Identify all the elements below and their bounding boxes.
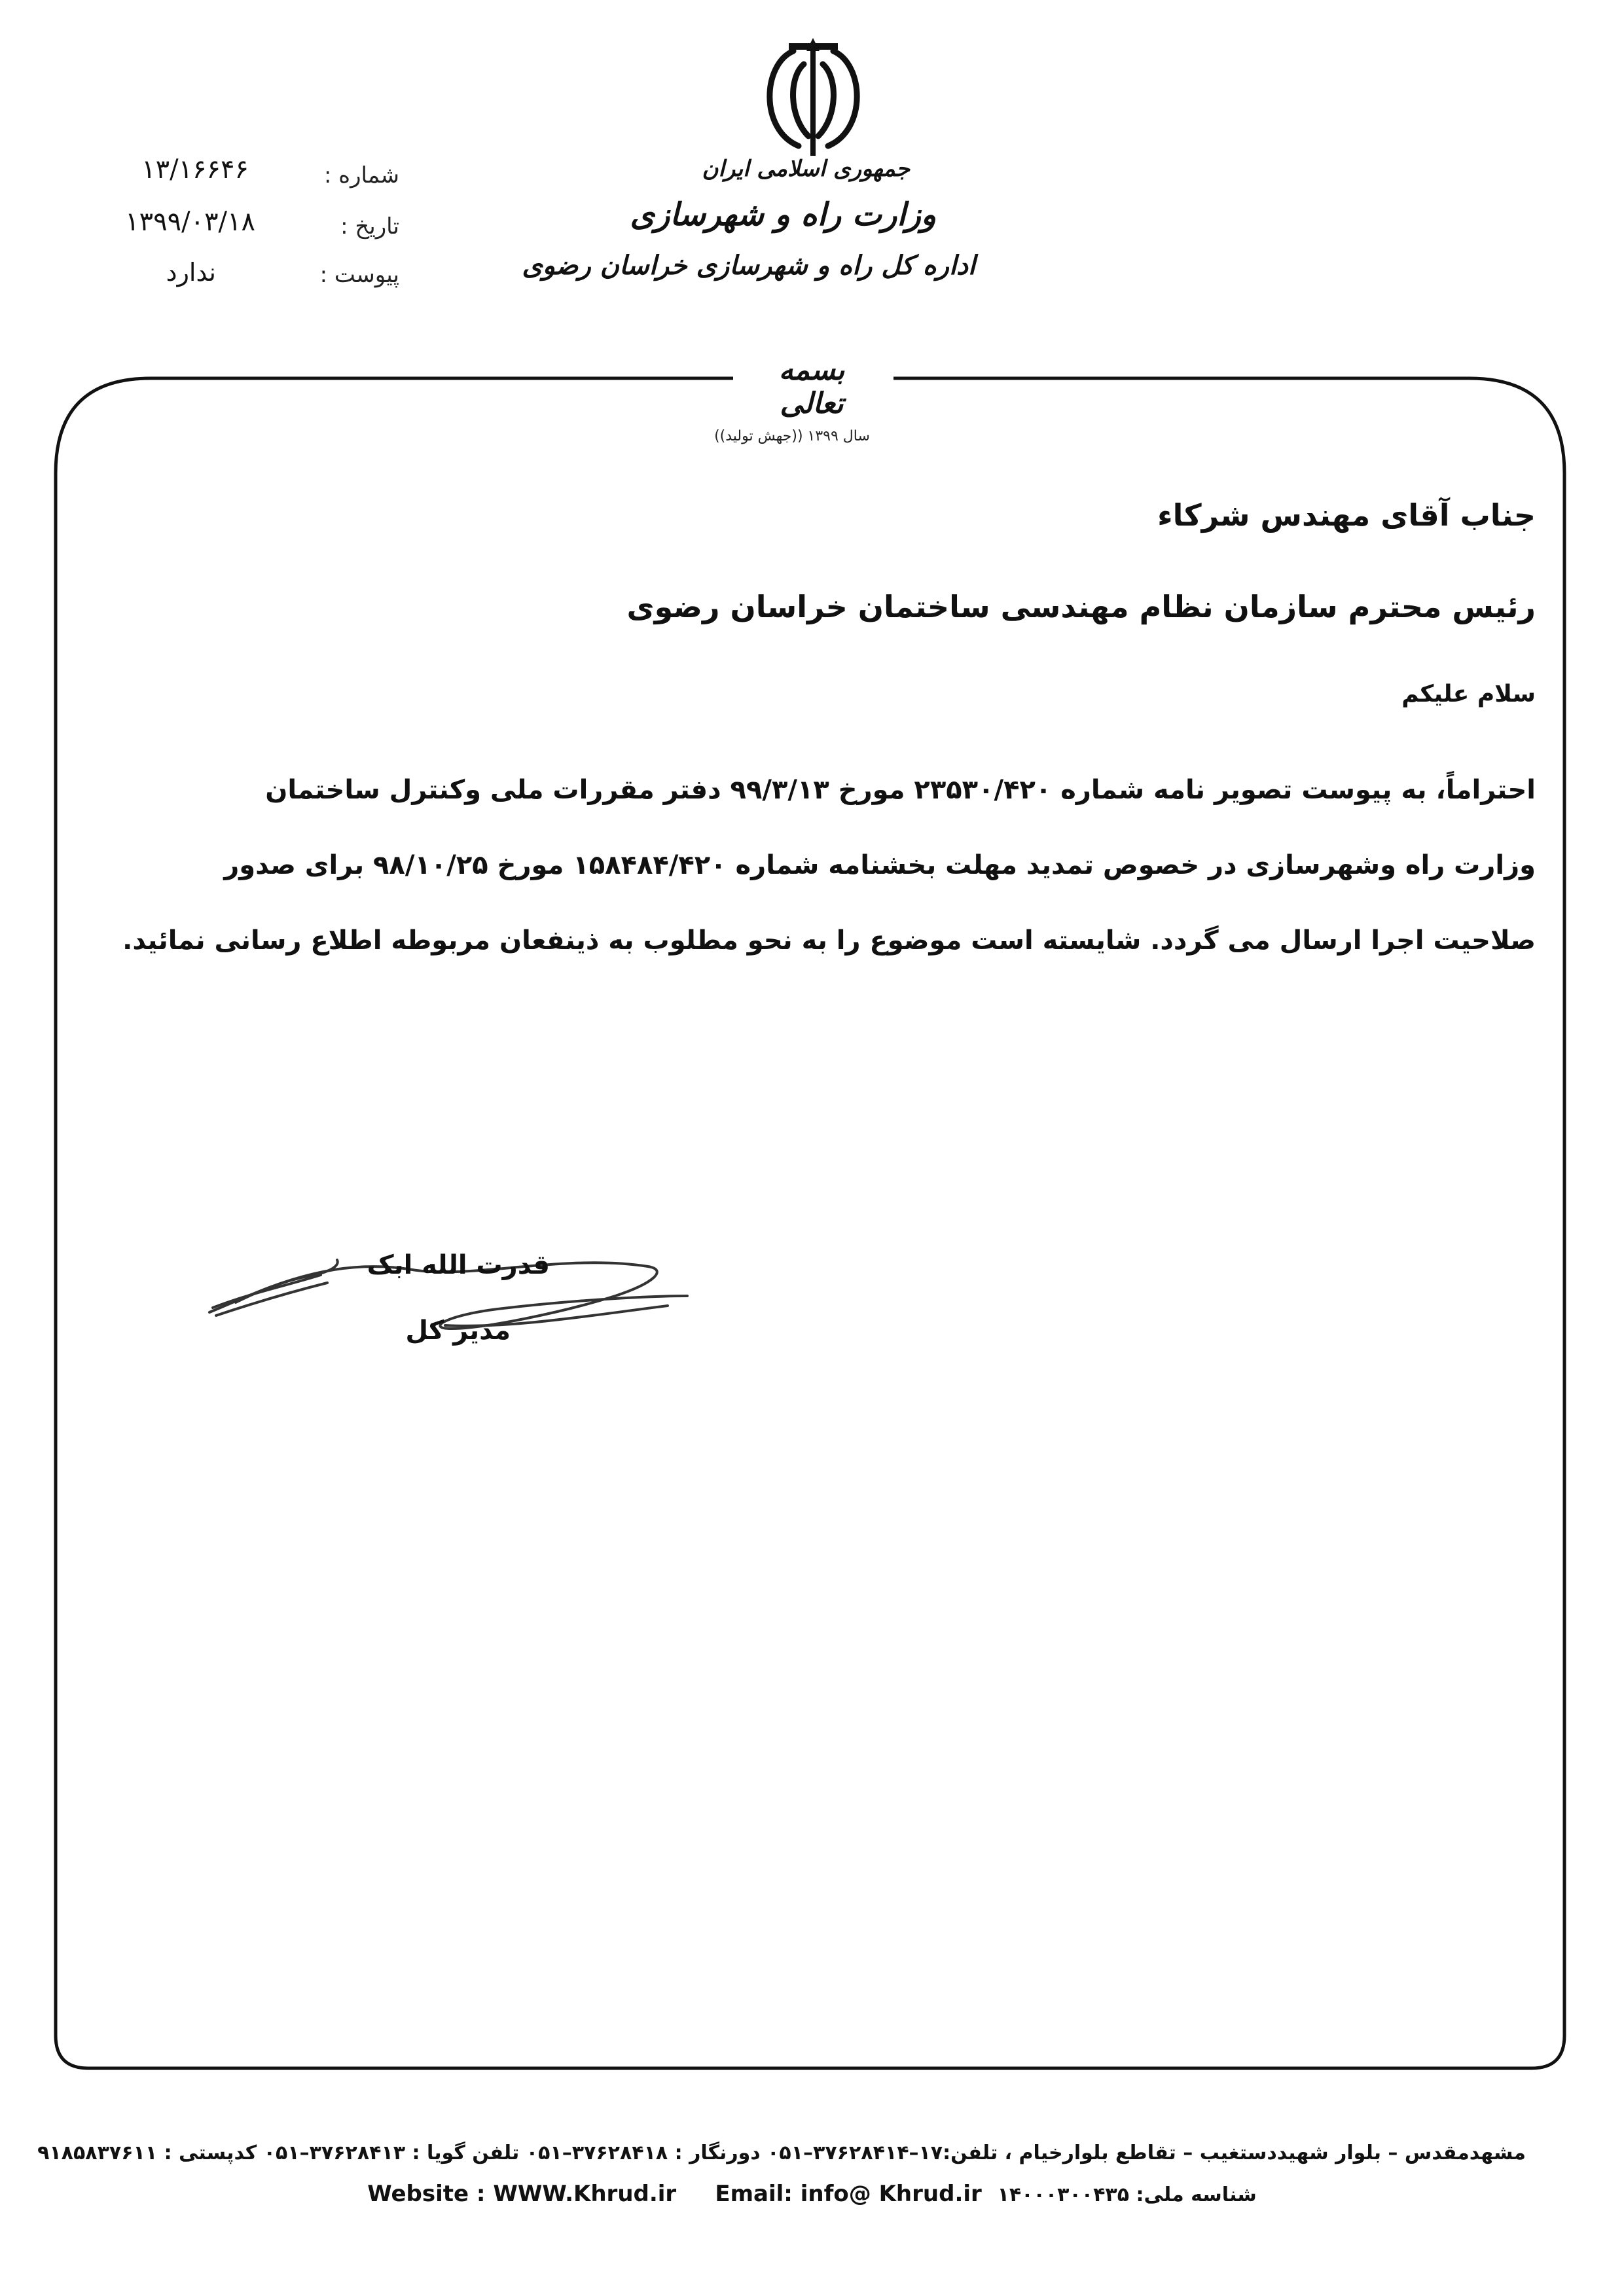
- org-ministry: وزارت راه و شهرسازی: [630, 196, 936, 233]
- letter-body: [118, 753, 1536, 978]
- footer-address: مشهدمقدس – بلوار شهیددستغیب – تقاطع بلوارخیام ، تلفن:۱۷–۳۷۶۲۸۴۱۴–۰۵۱ دورنگار : ۳۷۶۲۸۴۱۸–۰۵۱ تلفن گویا : ۳۷۶۲۸۴۱۳–۰۵۱ کدپستی : ۹۱۸۵۸۳۷۶۱۱: [37, 2142, 1526, 2164]
- footer-contact: [98, 2181, 1526, 2207]
- basmala: بسمه تعالی: [778, 353, 845, 420]
- recipient-name: جناب آقای مهندس شرکاء: [1157, 497, 1536, 533]
- iran-emblem-icon: [753, 31, 874, 166]
- body-line: وزارت راه وشهرسازی در خصوص تمدید مهلت بخشنامه شماره ۱۵۸۴۸۴/۴۲۰ مورخ ۹۸/۱۰/۲۵ برای صدور: [224, 850, 1536, 880]
- number-value: ۱۳/۱۶۶۴۶: [141, 154, 249, 185]
- year-motto: سال ۱۳۹۹ ((جهش تولید)): [714, 428, 870, 444]
- signatory-title: مدیر کل: [405, 1316, 511, 1346]
- org-country: جمهوری اسلامی ایران: [702, 156, 910, 182]
- signatory-name: قدرت الله ابک: [367, 1250, 550, 1280]
- national-id: شناسه ملی: ۱۴۰۰۰۳۰۰۴۳۵: [997, 2183, 1257, 2206]
- website-link[interactable]: Website : WWW.Khrud.ir: [367, 2181, 677, 2207]
- greeting: سلام علیکم: [1401, 681, 1536, 708]
- org-directorate: اداره کل راه و شهرسازی خراسان رضوی: [522, 250, 975, 281]
- body-line: صلاحیت اجرا ارسال می گردد. شایسته است موضوع را به نحو مطلوب به ذینفعان مربوطه اطلاع رسانی نمائید.: [122, 925, 1536, 956]
- body-line: احتراماً، به پیوست تصویر نامه شماره ۲۳۵۳۰/۴۲۰ مورخ ۹۹/۳/۱۳ دفتر مقررات ملی وکنترل ساختمان: [265, 775, 1536, 805]
- attachment-label: پیوست :: [319, 262, 399, 288]
- number-label: شماره :: [324, 162, 399, 188]
- date-value: ۱۳۹۹/۰۳/۱۸: [125, 207, 255, 237]
- email-link[interactable]: Email: info@ Khrud.ir: [715, 2181, 982, 2207]
- recipient-title: رئیس محترم سازمان نظام مهندسی ساختمان خراسان رضوی: [626, 589, 1536, 624]
- attachment-value: ندارد: [166, 258, 216, 287]
- date-label: تاریخ :: [340, 213, 399, 240]
